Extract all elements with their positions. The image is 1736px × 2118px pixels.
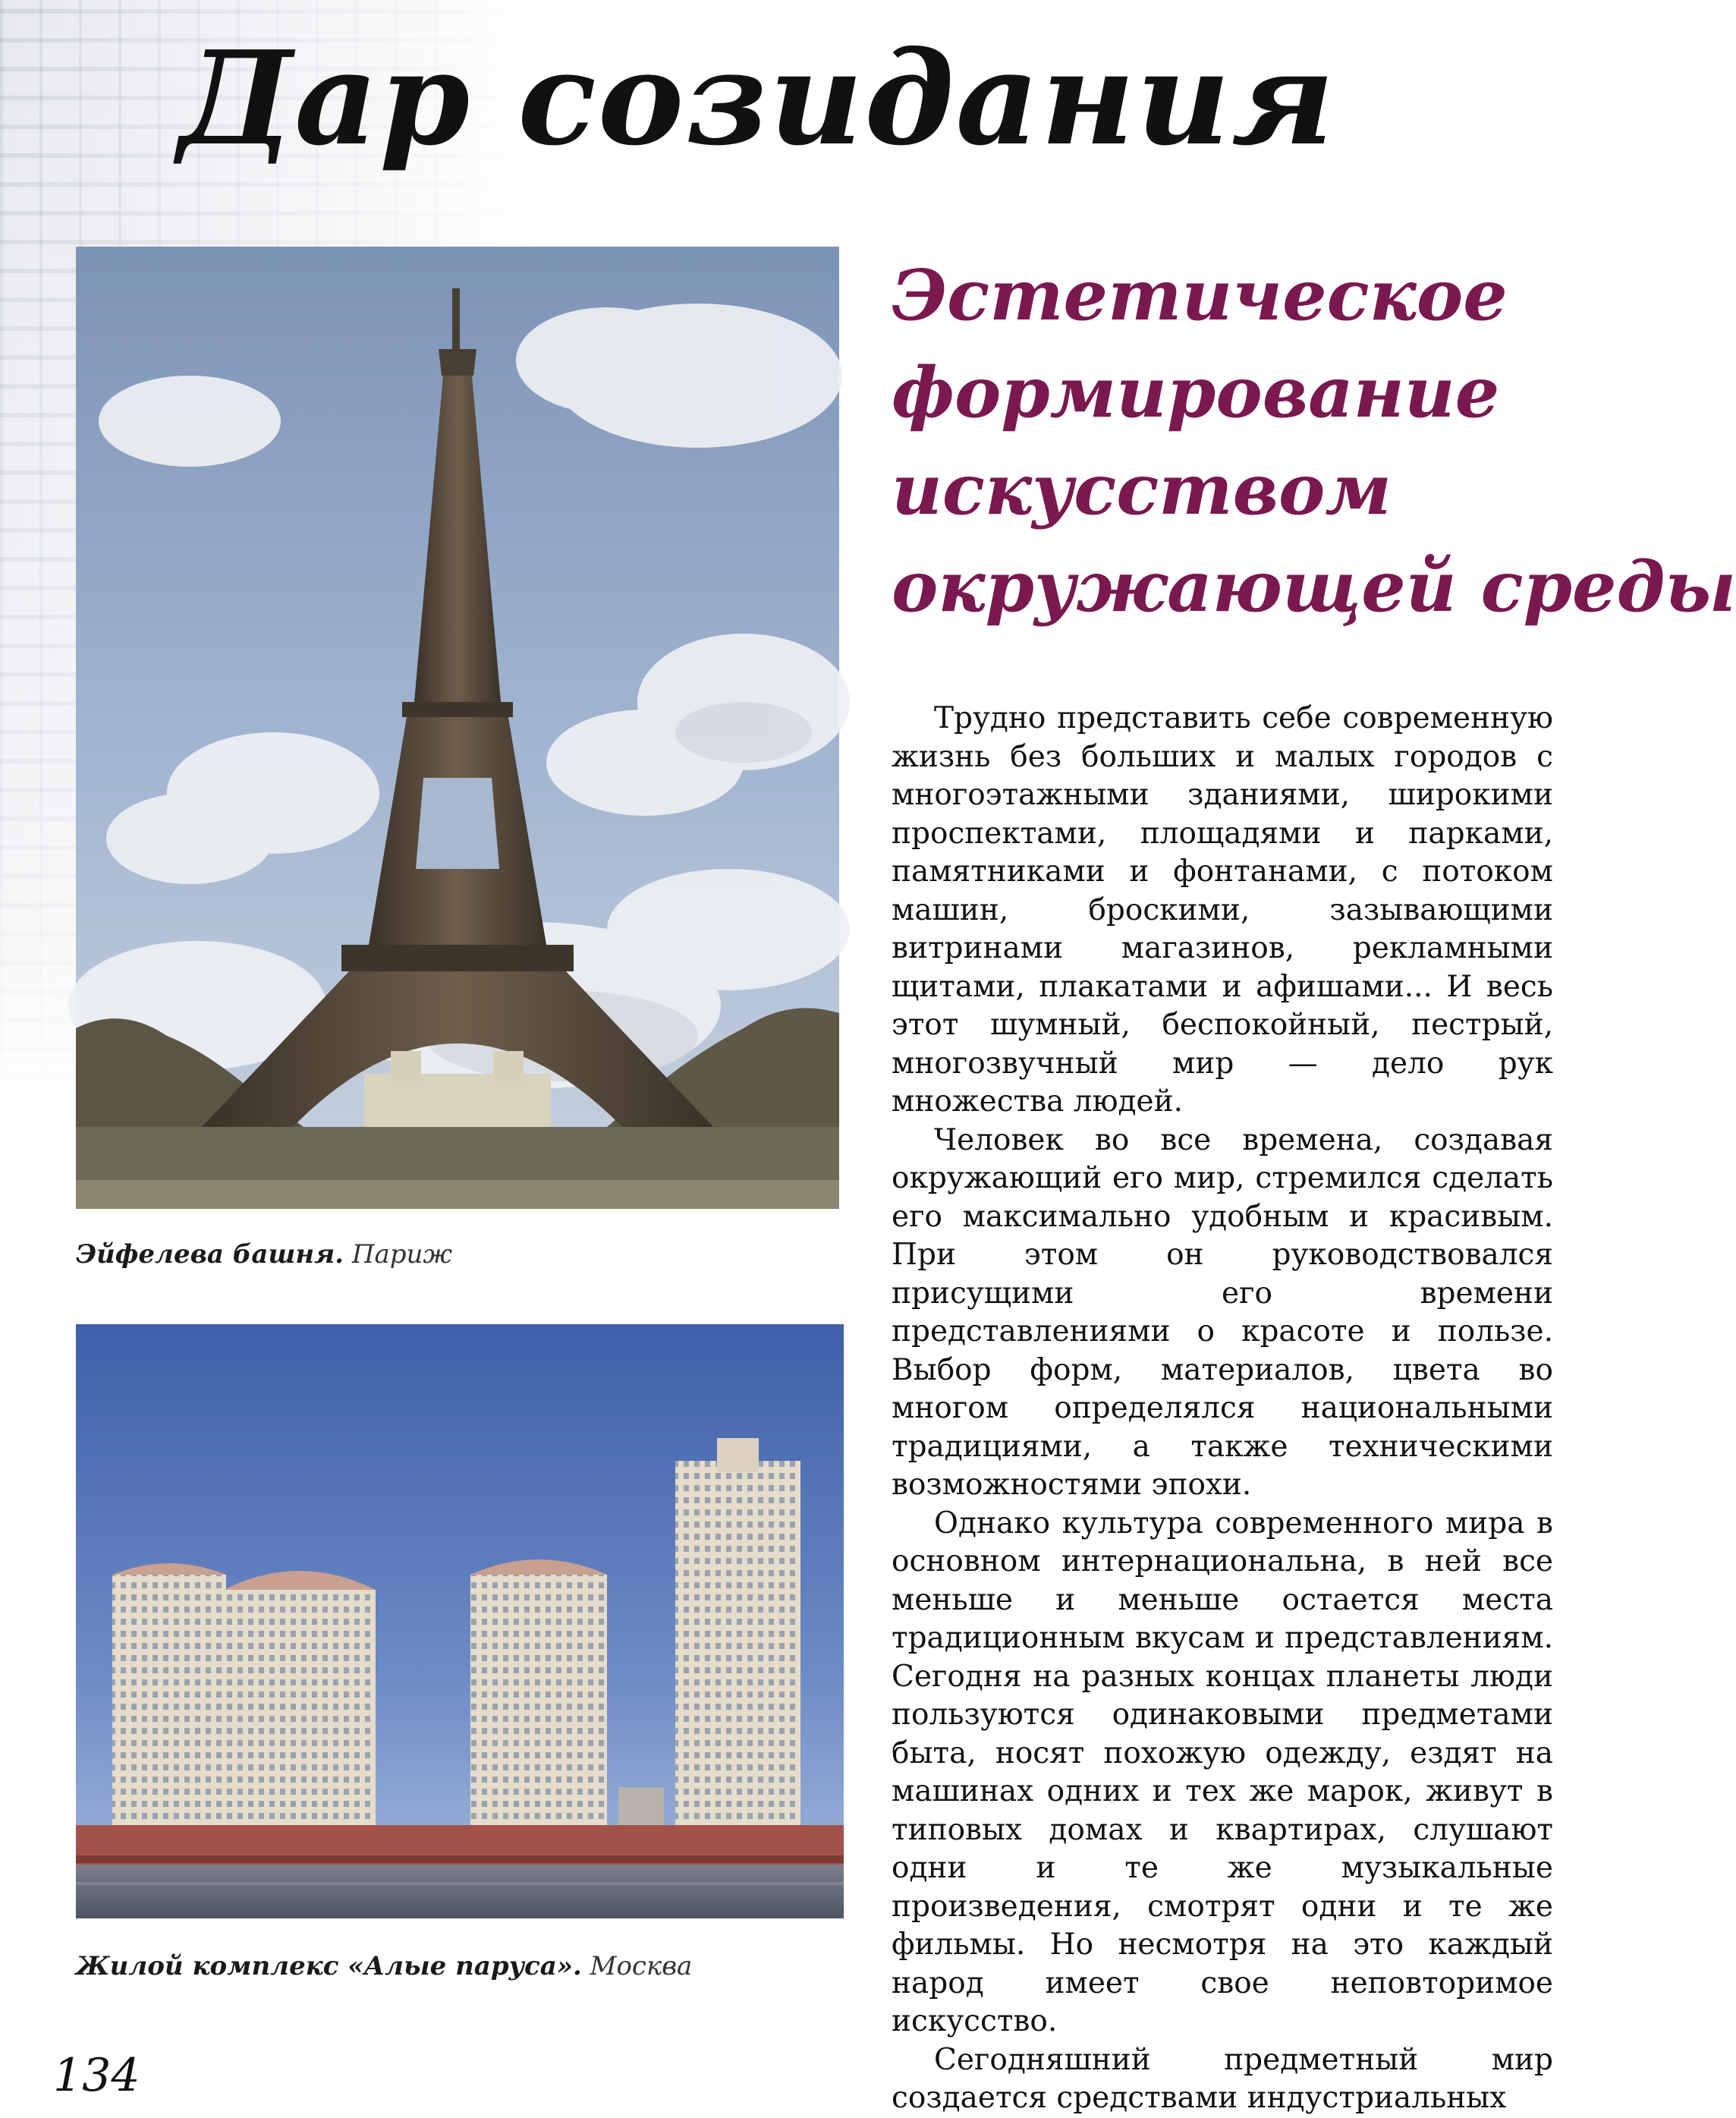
paragraph: Трудно представить себе современную жизнь без больших и малых городов с многоэтажными зданиями, широкими проспектами, площадями и парками, памятниками и фонтанами, с потоком машин, броскими, зазывающими витринами магазинов, рекламными щитами, плакатами и афишами... И весь этот шумный, беспокойный, пестрый, многозвучный мир — дело рук множества людей.: [892, 701, 1553, 1119]
scarlet-sails-photo: [76, 1324, 844, 1918]
caption-title: Эйфелева башня.: [76, 1239, 344, 1270]
caption-place: Москва: [590, 1951, 693, 1981]
article-body: [892, 700, 1553, 2115]
page-number: 134: [53, 2049, 140, 2102]
page-title: Дар созидания: [178, 23, 1336, 175]
heading-line: искусством: [892, 448, 1392, 530]
heading-line: Эстетическое: [892, 254, 1508, 336]
paragraph: Человек во все времена, создавая окружающий его мир, стремился сделать его максимально удобным и красивым. При этом он руководствовался присущими его времени представлениями о красоте и пользе. Выбор форм, материалов, цвета во многом определялся национальными традициями, а также техническими возможностями эпохи.: [892, 1122, 1553, 1502]
sails-caption: [76, 1950, 692, 1982]
caption-place: Париж: [351, 1239, 453, 1270]
heading-line: формирование: [892, 351, 1500, 433]
heading-line: окружающей среды: [892, 546, 1736, 628]
eiffel-tower-photo: [76, 247, 839, 1209]
eiffel-caption: [76, 1238, 452, 1270]
caption-title: Жилой комплекс «Алые паруса».: [76, 1951, 582, 1981]
article-heading: [892, 247, 1736, 635]
paragraph: Однако культура современного мира в основном интернациональна, в ней все меньше и меньше остается места традиционным вкусам и представлениям. Сегодня на разных концах планеты люди пользуются одинаковыми предметами быта, носят похожую одежду, ездят на машинах одних и тех же марок, живут в типовых домах и квартирах, слушают одни и те же музыкальные произведения, смотрят одни и те же фильмы. Но несмотря на это каждый народ имеет свое неповторимое искусство.: [892, 1506, 1553, 2038]
paragraph: Сегодняшний предметный мир создается средствами индустриальных: [892, 2042, 1553, 2115]
